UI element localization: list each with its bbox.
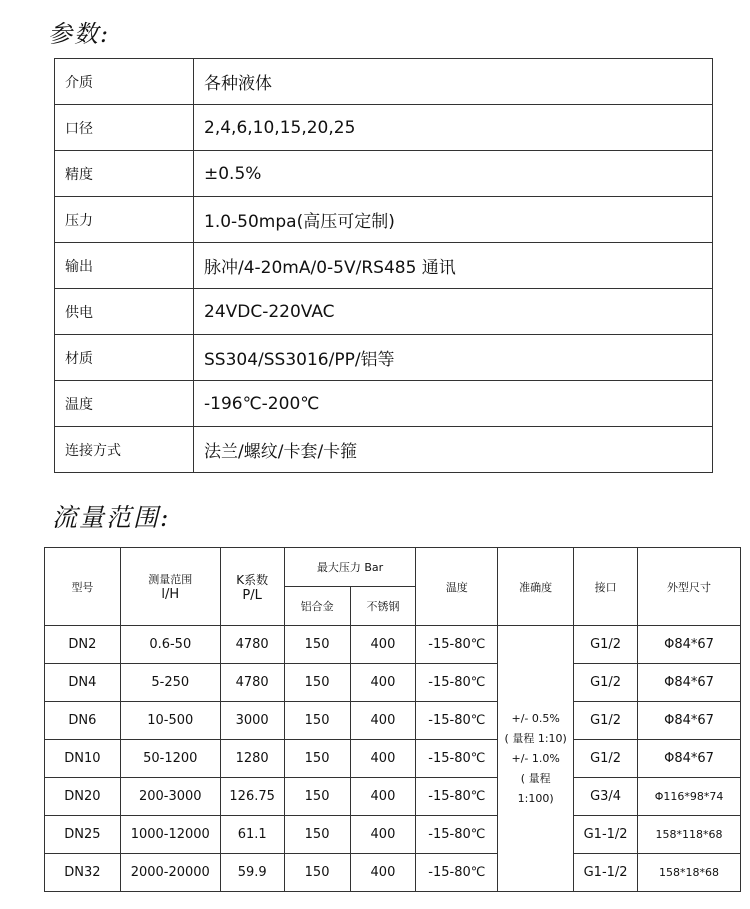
cell-port: G1/2: [574, 702, 638, 740]
cell-pressure-aluminum: 150: [284, 626, 350, 664]
accuracy-line: ( 量程: [520, 771, 551, 785]
param-label: 温度: [55, 381, 194, 427]
cell-k-factor: 61.1: [220, 816, 284, 854]
param-value: 脉冲/4-20mA/0-5V/RS485 通讯: [194, 243, 713, 289]
param-row: [55, 59, 713, 105]
header-range-unit: l/H: [161, 587, 180, 602]
param-label: 压力: [55, 197, 194, 243]
accuracy-line: +/- 1.0%: [511, 751, 560, 765]
param-row: [55, 151, 713, 197]
header-k-unit: P/L: [242, 587, 262, 603]
cell-range: 5-250: [120, 664, 220, 702]
cell-dimensions: Φ116*98*74: [638, 778, 741, 816]
cell-temperature: -15-80℃: [416, 626, 498, 664]
cell-pressure-stainless: 400: [350, 854, 416, 892]
param-value: 24VDC-220VAC: [194, 289, 713, 335]
cell-temperature: -15-80℃: [416, 702, 498, 740]
accuracy-line: ( 量程 1:10): [504, 731, 567, 745]
param-value: -196℃-200℃: [194, 381, 713, 427]
cell-model: DN6: [45, 702, 121, 740]
table-row: [45, 854, 741, 892]
cell-range: 50-1200: [120, 740, 220, 778]
cell-pressure-stainless: 400: [350, 626, 416, 664]
cell-pressure-aluminum: 150: [284, 702, 350, 740]
cell-dimensions: Φ84*67: [638, 664, 741, 702]
cell-pressure-aluminum: 150: [284, 816, 350, 854]
cell-port: G3/4: [574, 778, 638, 816]
param-row: [55, 243, 713, 289]
cell-dimensions: 158*118*68: [638, 816, 741, 854]
param-row: [55, 381, 713, 427]
cell-model: DN20: [45, 778, 121, 816]
table-row: [45, 664, 741, 702]
params-section-title: 参数:: [48, 20, 111, 48]
header-aluminum: 铝合金: [284, 587, 350, 626]
cell-port: G1-1/2: [574, 816, 638, 854]
cell-k-factor: 59.9: [220, 854, 284, 892]
flow-range-section-title: 流量范围:: [52, 503, 171, 532]
cell-range: 0.6-50: [120, 626, 220, 664]
header-stainless: 不锈钢: [350, 587, 416, 626]
cell-pressure-stainless: 400: [350, 740, 416, 778]
params-table: [54, 58, 713, 473]
cell-k-factor: 4780: [220, 626, 284, 664]
param-label: 口径: [55, 105, 194, 151]
cell-range: 10-500: [120, 702, 220, 740]
param-row: [55, 335, 713, 381]
cell-pressure-stainless: 400: [350, 664, 416, 702]
cell-temperature: -15-80℃: [416, 740, 498, 778]
param-label: 供电: [55, 289, 194, 335]
param-row: [55, 105, 713, 151]
accuracy-line: 1:100): [517, 791, 554, 805]
cell-port: G1/2: [574, 664, 638, 702]
cell-pressure-stainless: 400: [350, 816, 416, 854]
cell-range: 200-3000: [120, 778, 220, 816]
header-accuracy: 准确度: [498, 548, 574, 626]
header-max-pressure: 最大压力 Bar: [284, 548, 416, 587]
cell-model: DN25: [45, 816, 121, 854]
cell-k-factor: 126.75: [220, 778, 284, 816]
cell-temperature: -15-80℃: [416, 778, 498, 816]
param-row: [55, 289, 713, 335]
param-label: 介质: [55, 59, 194, 105]
cell-dimensions: Φ84*67: [638, 626, 741, 664]
table-row: [45, 702, 741, 740]
param-label: 连接方式: [55, 427, 194, 473]
cell-temperature: -15-80℃: [416, 854, 498, 892]
header-k-label: K系数: [236, 572, 269, 587]
cell-pressure-stainless: 400: [350, 702, 416, 740]
cell-model: DN32: [45, 854, 121, 892]
param-value: 1.0-50mpa(高压可定制): [194, 197, 713, 243]
cell-model: DN2: [45, 626, 121, 664]
cell-model: DN4: [45, 664, 121, 702]
param-row: [55, 197, 713, 243]
cell-pressure-aluminum: 150: [284, 740, 350, 778]
param-value: SS304/SS3016/PP/铝等: [194, 335, 713, 381]
header-k-factor: [220, 548, 284, 626]
flow-range-table: [44, 547, 741, 892]
cell-pressure-aluminum: 150: [284, 664, 350, 702]
cell-range: 1000-12000: [120, 816, 220, 854]
param-label: 材质: [55, 335, 194, 381]
accuracy-line: +/- 0.5%: [511, 711, 560, 725]
param-value: ±0.5%: [194, 151, 713, 197]
header-range: [120, 548, 220, 626]
table-row: [45, 816, 741, 854]
header-temperature: 温度: [416, 548, 498, 626]
cell-range: 2000-20000: [120, 854, 220, 892]
table-row: [45, 626, 741, 664]
header-port: 接口: [574, 548, 638, 626]
cell-k-factor: 3000: [220, 702, 284, 740]
cell-port: G1/2: [574, 626, 638, 664]
cell-pressure-aluminum: 150: [284, 854, 350, 892]
cell-model: DN10: [45, 740, 121, 778]
cell-dimensions: 158*18*68: [638, 854, 741, 892]
cell-temperature: -15-80℃: [416, 664, 498, 702]
table-row: [45, 778, 741, 816]
cell-k-factor: 4780: [220, 664, 284, 702]
header-dimensions: 外型尺寸: [638, 548, 741, 626]
cell-k-factor: 1280: [220, 740, 284, 778]
cell-accuracy: [498, 626, 574, 892]
param-label: 输出: [55, 243, 194, 289]
table-row: [45, 740, 741, 778]
cell-dimensions: Φ84*67: [638, 740, 741, 778]
param-row: [55, 427, 713, 473]
header-model: 型号: [45, 548, 121, 626]
param-value: 2,4,6,10,15,20,25: [194, 105, 713, 151]
cell-dimensions: Φ84*67: [638, 702, 741, 740]
header-range-label: 测量范围: [148, 573, 193, 586]
param-value: 法兰/螺纹/卡套/卡箍: [194, 427, 713, 473]
cell-temperature: -15-80℃: [416, 816, 498, 854]
cell-pressure-aluminum: 150: [284, 778, 350, 816]
param-label: 精度: [55, 151, 194, 197]
cell-port: G1/2: [574, 740, 638, 778]
param-value: 各种液体: [194, 59, 713, 105]
cell-pressure-stainless: 400: [350, 778, 416, 816]
cell-port: G1-1/2: [574, 854, 638, 892]
